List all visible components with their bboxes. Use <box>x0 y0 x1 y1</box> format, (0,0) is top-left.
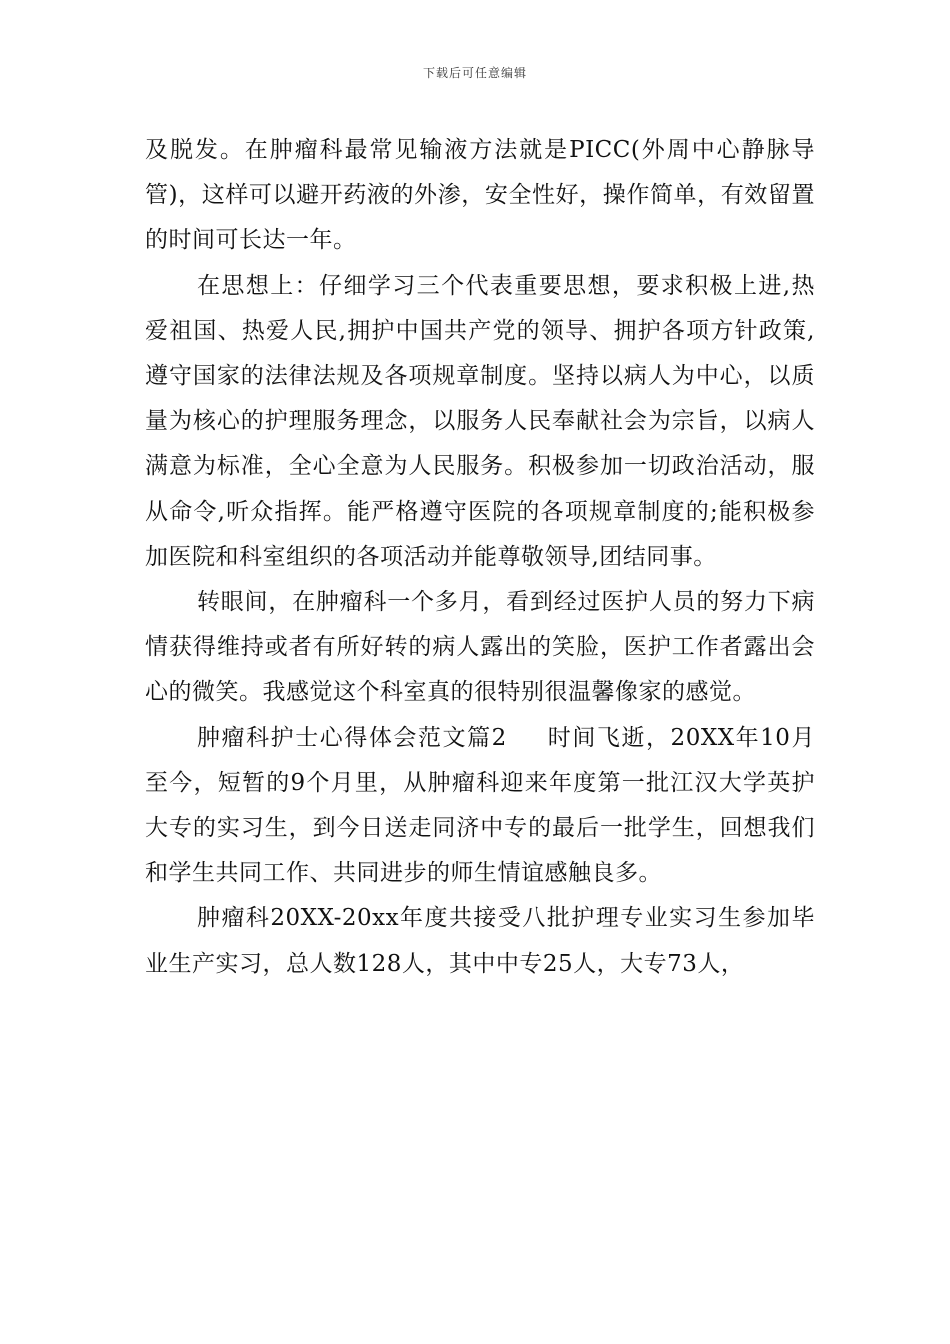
paragraph-department-feeling: 转眼间，在肿瘤科一个多月，看到经过医护人员的努力下病情获得维持或者有所好转的病人露出的笑脸，医护工作者露出会心的微笑。我感觉这个科室真的很特别很温馨像家的感觉。 <box>145 589 815 706</box>
essay-2-title: 肿瘤科护士心得体会范文篇2 <box>197 724 507 751</box>
paragraph-ideology: 在思想上：仔细学习三个代表重要思想，要求积极上进,热爱祖国、热爱人民,拥护中国共产党的领导、拥护各项方针政策,遵守国家的法律法规及各项规章制度。坚持以病人为中心，以质量为核心的护理服务理念，以服务人民奉献社会为宗旨，以病人满意为标准，全心全意为人民服务。积极参加一切政治活动，服从命令,听众指挥。能严格遵守医院的各项规章制度的;能积极参加医院和科室组织的各项活动并能尊敬领导,团结同事。 <box>145 272 815 570</box>
paragraph-intern-stats: 肿瘤科20XX-20xx年度共接受八批护理专业实习生参加毕业生产实习，总人数128人，其中中专25人，大专73人， <box>145 905 815 977</box>
paragraph-picc: 及脱发。在肿瘤科最常见输液方法就是PICC(外周中心静脉导管)，这样可以避开药液的外渗，安全性好，操作简单，有效留置的时间可长达一年。 <box>145 137 815 254</box>
page-header: 下载后可任意编辑 <box>422 66 527 80</box>
paragraph-essay-2 <box>145 716 815 897</box>
essay-2-text: 时间飞逝，20XX年10月至今，短暂的9个月里，从肿瘤科迎来年度第一批江汉大学英护大专的实习生，到今日送走同济中专的最后一批学生，回想我们和学生共同工作、共同进步的师生情谊感触良多。 <box>145 724 815 887</box>
document-body <box>145 128 815 987</box>
